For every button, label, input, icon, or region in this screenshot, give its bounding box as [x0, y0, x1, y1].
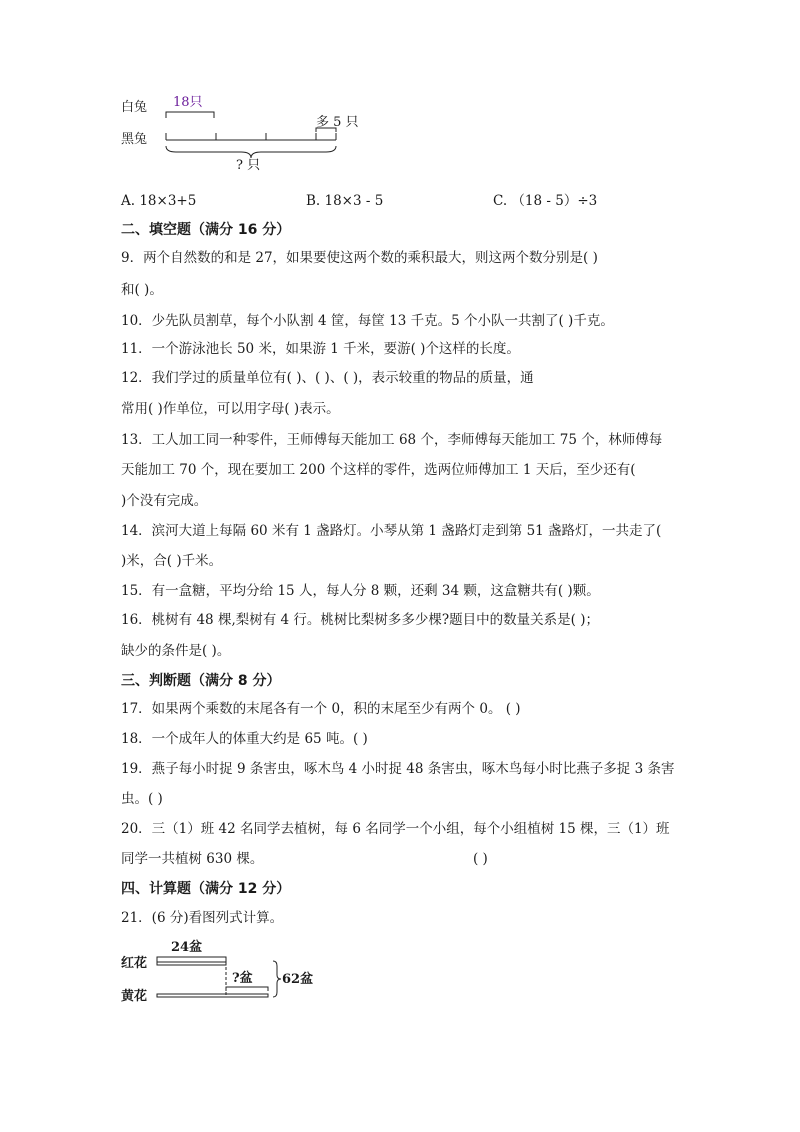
label-total-question: ? 只 — [236, 158, 261, 173]
label-18: 18只 — [173, 95, 203, 110]
question-10: 10．少先队员割草，每个小队割 4 筐，每筐 13 千克。5 个小队一共割了( )千克。 — [121, 313, 614, 329]
question-9-line1: 9．两个自然数的和是 27，如果要使这两个数的乘积最大，则这两个数分别是( ) — [121, 250, 598, 266]
label-more-5: 多 5 只 — [316, 115, 359, 130]
question-11: 11．一个游泳池长 50 米，如果游 1 千米，要游( )个这样的长度。 — [121, 341, 520, 357]
option-b: B. 18×3 - 5 — [306, 193, 384, 209]
question-20-line1: 20．三（1）班 42 名同学去植树，每 6 名同学一个小组，每个小组植树 15 棵，三（1）班 — [121, 821, 670, 837]
question-18: 18．一个成年人的体重大约是 65 吨。( ) — [121, 731, 368, 747]
question-13-line1: 13．工人加工同一种零件，王师傅每天能加工 68 个，李师傅每天能加工 75 个，林师傅每 — [121, 432, 663, 448]
question-12-line2: 常用( )作单位，可以用字母( )表示。 — [121, 401, 340, 417]
question-9-line2: 和( )。 — [121, 282, 163, 298]
question-21: 21．(6 分)看图列式计算。 — [121, 910, 284, 926]
section-judgement: 三、判断题（满分 8 分） — [121, 673, 281, 689]
label-24: 24盆 — [171, 940, 203, 955]
question-20-line2: 同学一共植树 630 棵。 — [121, 851, 264, 867]
question-13-line3: )个没有完成。 — [121, 493, 208, 509]
question-16-line1: 16．桃树有 48 棵,梨树有 4 行。桃树比梨树多多少棵?题目中的数量关系是( )； — [121, 612, 599, 628]
question-19-line1: 19．燕子每小时捉 9 条害虫，啄木鸟 4 小时捉 48 条害虫，啄木鸟每小时比燕子多捉 3 条害 — [121, 761, 675, 777]
label-red-flower: 红花 — [121, 956, 148, 971]
label-white-rabbit: 白兔 — [121, 100, 148, 115]
option-c: C. （18 - 5）÷3 — [493, 193, 598, 209]
section-fill-in: 二、填空题（满分 16 分） — [121, 222, 291, 238]
section-calculation: 四、计算题（满分 12 分） — [121, 881, 291, 897]
question-20-answer-paren: ( ) — [473, 851, 488, 867]
option-a: A. 18×3+5 — [121, 193, 197, 209]
label-question-pots: ?盆 — [232, 971, 253, 986]
label-yellow-flower: 黄花 — [121, 989, 148, 1004]
question-17: 17．如果两个乘数的末尾各有一个 0，积的末尾至少有两个 0。 ( ) — [121, 701, 521, 717]
label-black-rabbit: 黑兔 — [121, 132, 148, 147]
question-15: 15．有一盒糖，平均分给 15 人，每人分 8 颗，还剩 34 颗，这盒糖共有( )颗。 — [121, 583, 600, 599]
question-16-line2: 缺少的条件是( )。 — [121, 643, 231, 659]
question-14-line2: )米，合( )千米。 — [121, 553, 223, 569]
label-62: 62盆 — [282, 972, 314, 987]
question-19-line2: 虫。( ) — [121, 791, 163, 807]
question-14-line1: 14．滨河大道上每隔 60 米有 1 盏路灯。小琴从第 1 盏路灯走到第 51 盏路灯，一共走了( — [121, 523, 662, 539]
question-13-line2: 天能加工 70 个，现在要加工 200 个这样的零件，选两位师傅加工 1 天后，至少还有( — [121, 462, 636, 478]
question-12-line1: 12．我们学过的质量单位有( )、( )、( )，表示较重的物品的质量，通 — [121, 370, 534, 386]
